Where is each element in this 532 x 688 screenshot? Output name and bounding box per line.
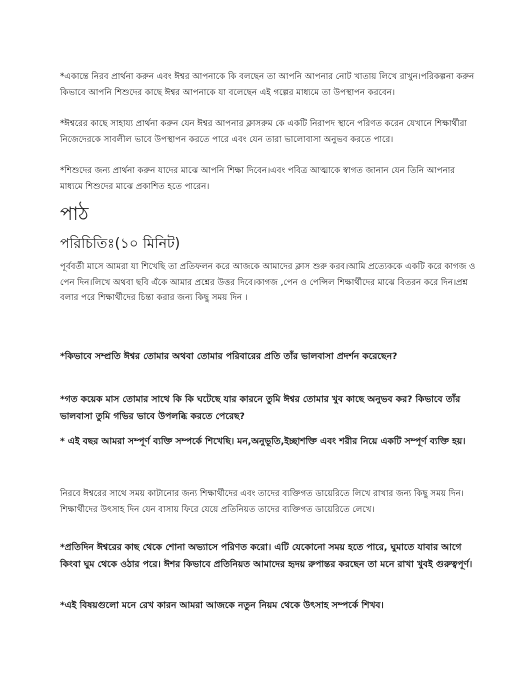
journal-instruction-paragraph: নিরবে ঈশ্বরের সাথে সময় কাটানোর জন্য শিক্ষার্থীদের এবং তাদের ব্যক্তিগত ডায়েরিতে লিখে রাখার জন্য কিছু সময় দিন।শিক্ষার্থীদের উৎসাহ দিন যেন বাসায় ফিরে যেয়ে প্রতিনিয়ত তাদের ব্যক্তিগত ডায়েরিতে লেখে। <box>60 489 464 515</box>
prayer-instruction-paragraph: *শিশুদের জন্য প্রার্থনা করুন যাদের মাঝে আপনি শিক্ষা দিবেন।এবং পবিত্র আত্মাকে স্বাগত জানান যেন তিনি আপনার মাধ্যমে শিশুদের মাঝে প্রকাশিত হতে পারেন। <box>60 166 455 192</box>
closing-point: *এই বিষয়গুলো মনে রেখ কারন আমরা আজকে নতুন নিয়ম থেকে উৎসাহ সম্পর্কে শিখব। <box>60 601 384 611</box>
closing-point: *প্রতিদিন ঈশ্বরের কাছ থেকে শোনা অভ্যাসে পরিণত করো। এটি যেকোনো সময় হতে পারে, ঘুমাতে যাবার আগে কিংবা ঘুম থেকে ওঠার পরে। ঈশর কিভাবে প্রতিনিয়ত আমাদের হৃদয় রুপান্তর করছেন তা মনে রাখা খুবই গুরুত্বপূর্ণ। <box>60 543 473 570</box>
prayer-instruction-paragraph: *ঈশ্বরের কাছে সাহায্য প্রার্থনা করুন যেন ঈশ্বর আপনার ক্লাসরুম কে একটি নিরাপদ স্থানে পরিণত করেন যেখানে শিক্ষার্থীরা নিজেদেরকে সাবলীল ভাবে উপস্থাপন করতে পারে এবং যেন তারা ভালোবাসা অনুভব করতে পারে। <box>60 119 467 145</box>
prayer-instruction-paragraph: *একান্তে নিরব প্রার্থনা করুন এবং ঈশ্বর আপনাকে কি বলছেন তা আপনি আপনার নোট খাতায় লিখে রাখুন।পরিকল্পনা করুন কিভাবে আপনি শিশুদের কাছে ঈশ্বর আপনাকে যা বলেছেন এই গল্পের মাধ্যমে তা উপস্থাপন করবেন। <box>60 72 475 98</box>
reflection-question: * এই বছর আমরা সম্পূর্ণ ব্যক্তি সম্পর্কে শিখেছি। মন,অনুভূতি,ইচ্ছাশক্তি এবং শরীর নিয়ে একটি সম্পূর্ণ ব্যক্তি হয়। <box>60 437 466 447</box>
lesson-heading: পাঠ <box>60 203 89 225</box>
intro-body-paragraph: পূর্ববর্তী মাসে আমরা যা শিখেছি তা প্রতিফলন করে আজকে আমাদের ক্লাস শুরু করব।আমি প্রত্যেককে একটি করে কাগজ ও পেন দিন।লিখে অথবা ছবি এঁকে আমার প্রশ্নের উত্তর দিবে।কাগজ ,পেন ও পেন্সিল শিক্ষার্থীদের মাঝে বিতরন করে দিন।প্রশ্ন বলার পরে শিক্ষার্থীদের চিন্তা করার জন্য কিছু সময় দিন । <box>60 262 476 303</box>
reflection-question: *গত কয়েক মাস তোমার সাথে কি কি ঘটেছে যার কারনে তুমি ঈশ্বর তোমার খুব কাছে অনুভব কর? কিভাবে তাঁর ভালবাসা তুমি গভির ভাবে উপলব্ধি করতে পেরেছ? <box>60 395 461 422</box>
intro-section-heading: পরিচিতিঃ(১০ মিনিট) <box>60 236 181 252</box>
reflection-question: *কিভাবে সম্প্রতি ঈশ্বর তোমার অথবা তোমার পরিবারের প্রতি তাঁর ভালবাসা প্রদর্শন করেছেন? <box>60 352 398 362</box>
